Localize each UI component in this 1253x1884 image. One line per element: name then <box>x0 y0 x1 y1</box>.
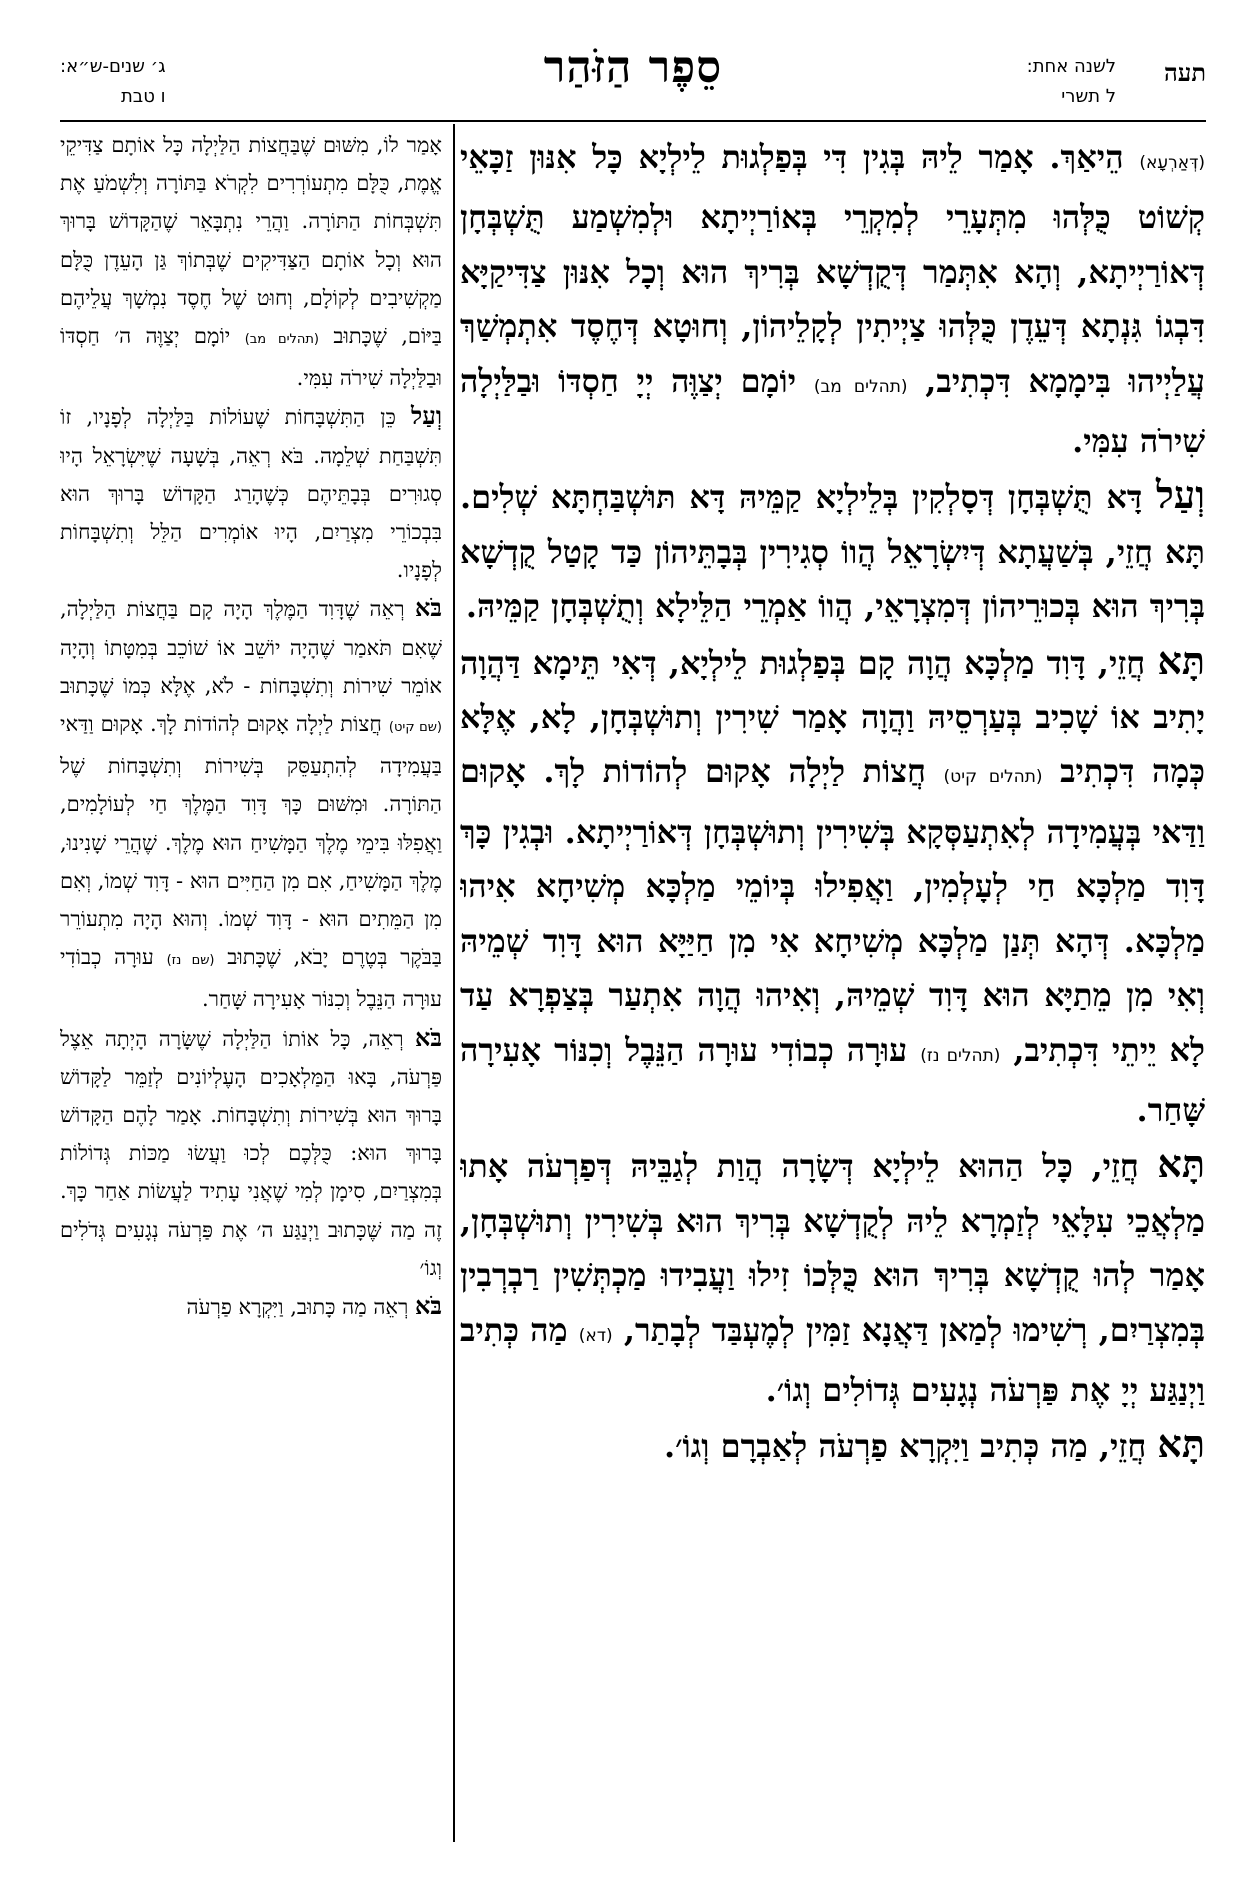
aramaic-paragraph <box>460 468 1205 633</box>
paragraph-text: חֲזֵי, דָּוִד מַלְכָּא הֲוָה קָם בְּפַלְגוּת לֵילְיָא, דְּאִי תֵּימָא דַּהֲוָה יָתִיב אוֹ שָׁכִיב בְּעַרְסֵיהּ וַהֲוָה אָמַר שִׁירִין וְתוּשְׁבְּחָן, לָא, אֶלָּא כְּמָה דִּכְתִיב <box>460 643 1205 791</box>
paragraph-text: רְאֵה שֶׁדָּוִד הַמֶּלֶךְ הָיָה קָם בַּחֲצוֹת הַלַּיְלָה, שֶׁאִם תֹּאמַר שֶׁהָיָה יוֹשֵׁב אוֹ שׁוֹכֵב בְּמִטָּתוֹ וְהָיָה אוֹמֵר שִׁירוֹת וְתִשְׁבָּחוֹת - לֹא, אֶלָּא כְּמוֹ שֶׁכָּתוּב <box>60 597 442 698</box>
one-year-cycle-label: לשנה אחת: <box>1026 56 1116 77</box>
hebrew-paragraph <box>60 1019 442 1287</box>
paragraph-text: חֲזֵי, מַה כְּתִיב וַיִּקְרָא פַרְעֹה לְאַבְרָם וְגוֹ׳. <box>664 1427 1158 1466</box>
paragraph-lead-word: בֹּא <box>415 1022 442 1052</box>
hebrew-paragraph <box>60 1287 442 1326</box>
paragraph-lead-word: וְעַל <box>1155 472 1205 518</box>
aramaic-paragraph <box>460 130 1205 468</box>
aramaic-paragraph <box>460 634 1205 1138</box>
aramaic-column <box>460 130 1205 1840</box>
source-reference: (תהלים מב) <box>244 332 319 348</box>
paragraph-text: יוֹמָם יְצַוֶּה ה׳ חַסְדּוֹ וּבַלַּיְלָה שִׁירֹה עִמִּי. <box>60 324 442 391</box>
paragraph-text: חֲצוֹת לַיְלָה אָקוּם לְהוֹדוֹת לָךְ. אָקוּם וַדַּאי בְּעֲמִידָה לְאִתְעַסְּקָא בְּשִׁירִין וְתוּשְׁבְּחָן דְּאוֹרַיְיתָא. וּבְגִין כָּךְ דָּוִד מַלְכָּא חַי לְעָלְמִין, וַאֲפִילוּ בְּיוֹמֵי מַלְכָּא מְשִׁיחָא אִיהוּ מַלְכָּא. דְּהָא תְּנַן מַלְכָּא מְשִׁיחָא אִי מִן חַיַּיָּא הוּא דָּוִד שְׁמֵיהּ וְאִי מִן מֵתַיָּא הוּא דָּוִד שְׁמֵיהּ, וְאִיהוּ הֲוָה אִתְעַר בְּצַפְרָא עַד לָא יֵיתֵי דִּכְתִיב, <box>460 752 1205 1069</box>
book-title: סֵפֶר הַזֹּהַר <box>543 42 723 93</box>
paragraph-text: הֵיאַךְ. אָמַר לֵיהּ בְּגִין דִּי בְּפַלְגוּת לֵילְיָא כָּל אִנּוּן זַכָּאֵי קְשׁוֹט כֻּלְּהוּ מִתְּעָרֵי לְמִקְרֵי בְּאוֹרַיְיתָא וּלְמִשְׁמַע תֻּשְׁבְּחָן דְּאוֹרַיְיתָא, וְהָא אִתְּמַר דְּקֻדְשָׁא בְּרִיךְ הוּא וְכָל אִנּוּן צַדִּיקַיָּא דִּבְגוֹ גִּנְתָא דְּעֵדֶן כֻּלְּהוּ צַיְיתִין לְקָלֵיהוֹן, וְחוּטָא דְּחֶסֶד אִתְמְשַׁךְ עֲלַיְיהוּ בִּימָמָא דִּכְתִיב, <box>460 138 1205 400</box>
three-year-cycle-label: ג׳ שנים-ש״א: <box>60 56 166 77</box>
hebrew-paragraph <box>60 589 442 1018</box>
paragraph-lead-word: תָּא <box>1157 1421 1205 1467</box>
paragraph-text: אָמַר לוֹ, מִשּׁוּם שֶׁבַּחֲצוֹת הַלַּיְלָה כָּל אוֹתָם צַדִּיקֵי אֱמֶת, כֻּלָּם מִתְעוֹרְרִים לִקְרֹא בַּתּוֹרָה וְלִשְׁמֹעַ אֶת תִּשְׁבְּחוֹת הַתּוֹרָה. וַהֲרֵי נִתְבָּאֵר שֶׁהַקָּדוֹשׁ בָּרוּךְ הוּא וְכָל אוֹתָם הַצַּדִּיקִים שֶׁבְּתוֹךְ גַּן הָעֵדֶן כֻּלָּם מַקְשִׁיבִים לְקוֹלָם, וְחוּט שֶׁל חֶסֶד נִמְשָׁךְ עֲלֵיהֶם בַּיּוֹם, שֶׁכָּתוּב <box>60 133 442 349</box>
paragraph-lead-word: תָּא <box>1157 1141 1205 1187</box>
header-rule <box>60 120 1206 122</box>
page-number: תעה <box>1163 58 1206 87</box>
paragraph-lead-word: וְעַל <box>411 401 442 431</box>
column-divider <box>453 124 455 1842</box>
source-reference: (שם נז) <box>166 953 215 969</box>
aramaic-paragraph <box>460 1137 1205 1417</box>
source-reference: (תהלים נז) <box>920 1045 1001 1066</box>
paragraph-text: עוּרָה כְבוֹדִי עוּרָה הַנֵּבֶל וְכִנּוֹר אָעִירָה שָּׁחַר. <box>60 945 442 1012</box>
hebrew-translation-column <box>60 126 442 1840</box>
three-year-cycle-date: ו טבת <box>120 86 166 107</box>
paragraph-text: רְאֵה מַה כָּתוּב, וַיִּקְרָא פַרְעֹה <box>186 1295 416 1320</box>
hebrew-paragraph <box>60 126 442 397</box>
aramaic-paragraph <box>460 1417 1205 1473</box>
paragraph-text: מַה כְּתִיב וַיְנַגַּע יְיָ אֶת פַּרְעֹה נְגָעִים גְּדוֹלִים וְגוֹ׳. <box>460 1310 1205 1409</box>
source-reference: (דְּאַרְעָא) <box>1139 153 1205 173</box>
paragraph-lead-word: תָּא <box>1157 637 1205 683</box>
paragraph-text: כֵּן הַתִּשְׁבָּחוֹת שֶׁעוֹלוֹת בַּלַּיְלָה לְפָנָיו, זוֹ תִּשְׁבַּחַת שְׁלֵמָה. בֹּא רְאֵה, בְּשָׁעָה שֶׁיִּשְׂרָאֵל הָיוּ סְגוּרִים בְּבָתֵּיהֶם כְּשֶׁהָרַג הַקָּדוֹשׁ בָּרוּךְ הוּא בִּבְכוֹרֵי מִצְרַיִם, הָיוּ אוֹמְרִים הַלֵּל וְתִשְׁבָּחוֹת לְפָנָיו. <box>60 405 442 583</box>
running-header <box>60 38 1206 124</box>
paragraph-text: חֲצוֹת לַיְלָה אָקוּם לְהוֹדוֹת לָךְ. אָקוּם וַדַּאי בַּעֲמִידָה לְהִתְעַסֵּק בְּשִׁירוֹת וְתִשְׁבָּחוֹת שֶׁל הַתּוֹרָה. וּמִשּׁוּם כָּךְ דָּוִד הַמֶּלֶךְ חַי לְעוֹלָמִים, וַאֲפִלּוּ בִּימֵי מֶלֶךְ הַמָּשִׁיחַ הוּא מֶלֶךְ. שֶׁהֲרֵי שָׁנִינוּ, מֶלֶךְ הַמָּשִׁיחַ, אִם מִן הַחַיִּים הוּא - דָּוִד שְׁמוֹ, וְאִם מִן הַמֵּתִים הוּא - דָּוִד שְׁמוֹ. וְהוּא הָיָה מִתְעוֹרֵר בַּבֹּקֶר בְּטֶרֶם יָבֹא, שֶׁכָּתוּב <box>60 712 442 970</box>
source-reference: (דא) <box>578 1325 613 1346</box>
source-reference: (שם קיט) <box>388 720 442 736</box>
paragraph-text: יוֹמָם יְצַוֶּה יְיָ חַסְדּוֹ וּבַלַּיְלָה שִׁירֹה עִמִּי. <box>460 361 1205 461</box>
hebrew-paragraph <box>60 397 442 589</box>
paragraph-lead-word: בֹּא <box>415 593 442 623</box>
one-year-cycle-date: ל תשרי <box>1061 86 1116 107</box>
paragraph-text: רְאֵה, כָּל אוֹתוֹ הַלַּיְלָה שֶׁשָּׂרָה הָיְתָה אֵצֶל פַּרְעֹה, בָּאוּ הַמַּלְאָכִים הָעֶלְיוֹנִים לְזַמֵּר לַקָּדוֹשׁ בָּרוּךְ הוּא בְּשִׁירוֹת וְתִשְׁבָּחוֹת. אָמַר לָהֶם הַקָּדוֹשׁ בָּרוּךְ הוּא: כֻּלְּכֶם לְכוּ וַעֲשׂוּ מַכּוֹת גְּדוֹלוֹת בְּמִצְרַיִם, סִימָן לְמִי שֶׁאֲנִי עָתִיד לַעֲשׂוֹת אַחַר כָּךְ. זֶה מַה שֶּׁכָּתוּב וַיְנַגַּע ה׳ אֶת פַּרְעֹה נְגָעִים גְּדֹלִים וְגוֹ׳ <box>60 1026 442 1280</box>
paragraph-text: חֲזֵי, כָּל הַהוּא לֵילְיָא דְּשָׂרָה הֲוַת לְגַבֵּיהּ דְּפַרְעֹה אָתוּ מַלְאֲכֵי עִלָּאֵי לְזַמְרָא לֵיהּ לְקֻדְשָׁא בְּרִיךְ הוּא בְּשִׁירִין וְתוּשְׁבְּחָן, אָמַר לְהוּ קֻדְשָׁא בְּרִיךְ הוּא כֻּלְּכוֹ זִילוּ וַעֲבִידוּ מַכְתְּשִׁין רַבְרְבִין בְּמִצְרַיִם, רְשִׁימוּ לְמַאן דַּאֲנָא זַמִּין לְמֶעְבַּד לְבָתַר, <box>460 1147 1205 1349</box>
paragraph-lead-word: בֹּא <box>415 1291 442 1321</box>
source-reference: (תהלים מב) <box>813 376 908 397</box>
paragraph-text: עוּרָה כְבוֹדִי עוּרָה הַנֵּבֶל וְכִנּוֹר אָעִירָה שָּׁחַר. <box>460 1030 1205 1129</box>
three-year-cycle-marker <box>60 52 166 112</box>
paragraph-text: דָּא תֻּשְׁבְּחָן דְּסָלְקִין בְּלֵילְיָא קַמֵּיהּ דָּא תּוּשְׁבַּחְתָּא שְׁלִים. תָּא חֲזֵי, בְּשַׁעֲתָא דְּיִשְׂרָאֵל הֲווֹ סְגִירִין בְּבָתֵּיהוֹן כַּד קָטַל קֻדְשָׁא בְּרִיךְ הוּא בְּכוּרֵיהוֹן דְּמִצְרָאֵי, הֲווֹ אַמְרֵי הַלֵּילָא וְתֻשְׁבְּחָן קַמֵּיהּ. <box>460 478 1205 626</box>
source-reference: (תהלים קיט) <box>943 767 1043 788</box>
